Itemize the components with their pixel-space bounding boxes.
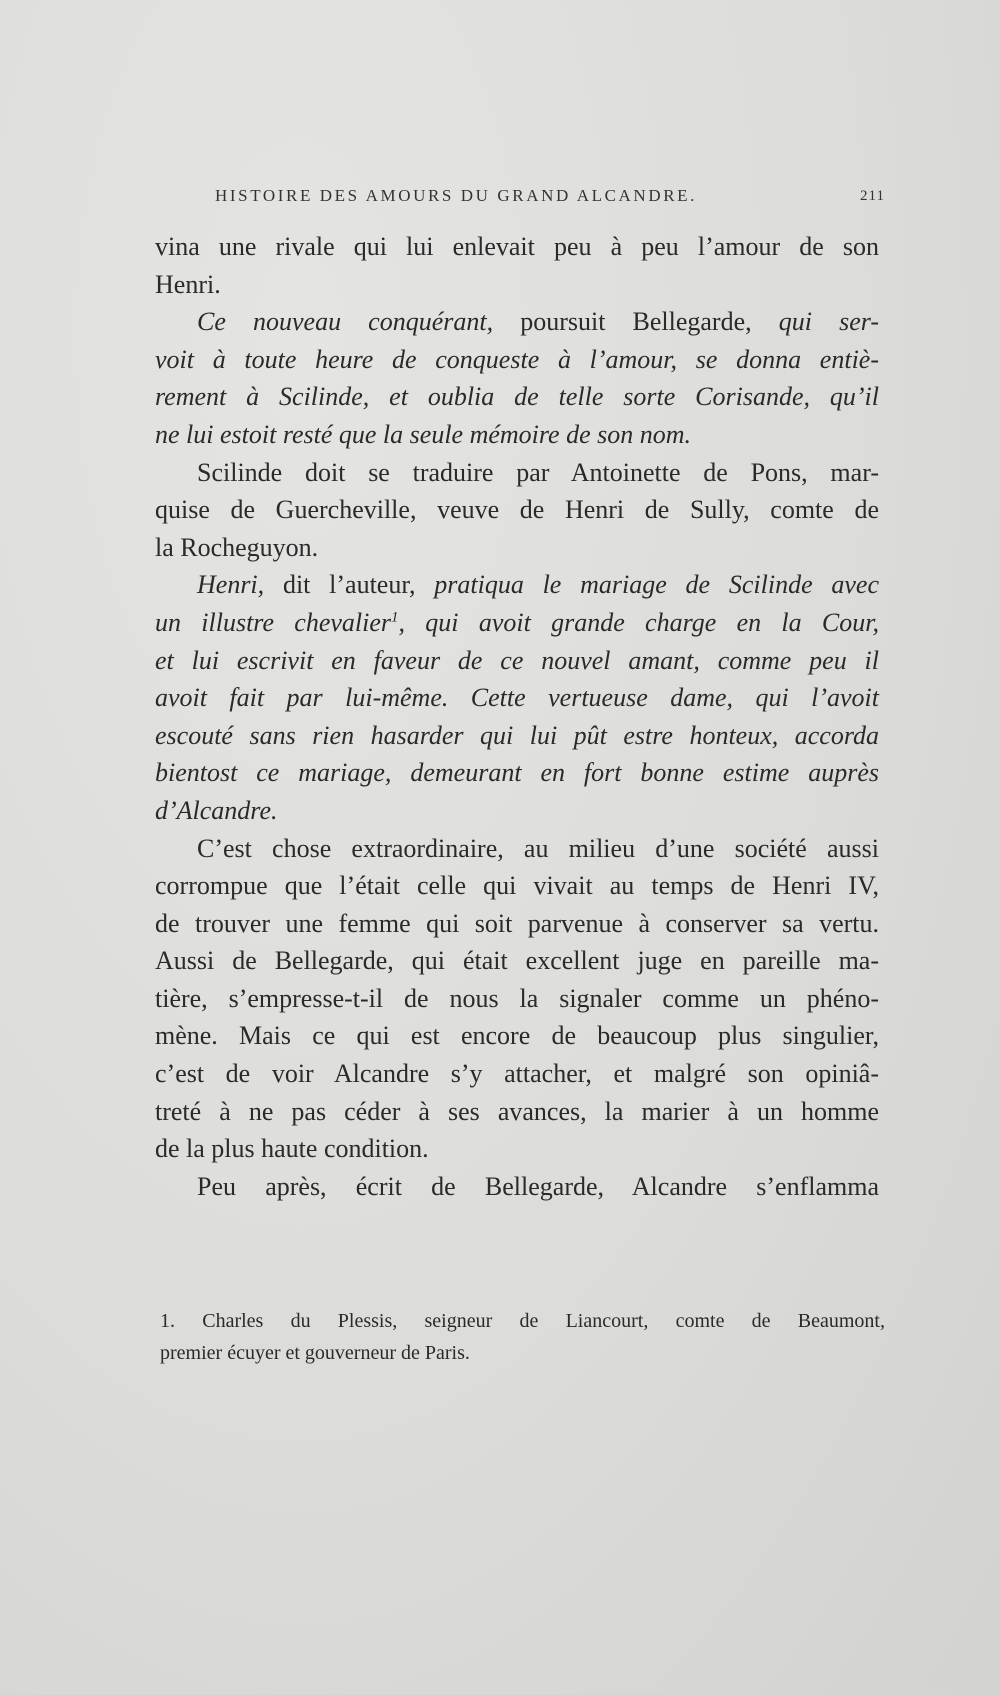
- text-line: [155, 566, 879, 604]
- italic-quote: et lui escrivit en faveur de ce nouvel amant, comme peu il: [155, 645, 879, 675]
- text-line: Aussi de Bellegarde, qui était excellent juge en pareille ma-: [155, 946, 879, 976]
- footnote-line: premier écuyer et gouverneur de Paris.: [160, 1342, 470, 1364]
- italic-segment: , qui avoit grande charge en la Cour,: [398, 607, 879, 637]
- text-line: [155, 341, 879, 379]
- italic-quote: Henri,: [197, 570, 265, 600]
- text-line: [155, 303, 879, 341]
- text-line: [155, 754, 879, 792]
- running-title: HISTOIRE DES AMOURS DU GRAND ALCANDRE.: [215, 186, 697, 205]
- text-line: Scilinde doit se traduire par Antoinette de Pons, mar-: [197, 457, 879, 487]
- text-line: [155, 642, 879, 680]
- roman-text: poursuit Bellegarde,: [493, 307, 779, 337]
- italic-quote: pratiqua le mariage de Scilinde avec: [434, 570, 880, 600]
- italic-quote: rement à Scilinde, et oublia de telle sorte Corisande, qu’il: [155, 382, 879, 412]
- page-header: [215, 186, 885, 216]
- footnote: [160, 1305, 885, 1369]
- text-line: Peu après, écrit de Bellegarde, Alcandre s’enflamma: [197, 1171, 879, 1201]
- footnote-line: 1. Charles du Plessis, seigneur de Liancourt, comte de Beaumont,: [160, 1310, 885, 1332]
- italic-segment: un illustre chevalier: [155, 607, 392, 637]
- text-line: de trouver une femme qui soit parvenue à conserver sa vertu.: [155, 908, 879, 938]
- text-line: [155, 604, 879, 642]
- italic-quote: Ce nouveau conquérant,: [197, 307, 494, 337]
- italic-quote: bientost ce mariage, demeurant en fort bonne estime auprès: [155, 758, 879, 788]
- text-line: la Rocheguyon.: [155, 532, 319, 562]
- italic-quote: ne lui estoit resté que la seule mémoire de son nom.: [155, 419, 692, 449]
- text-line: [155, 378, 879, 416]
- roman-text: dit l’auteur,: [264, 570, 435, 600]
- text-line: quise de Guercheville, veuve de Henri de Sully, comte de: [155, 495, 879, 525]
- text-line: mène. Mais ce qui est encore de beaucoup plus singulier,: [155, 1021, 879, 1051]
- text-line: vina une rivale qui lui enlevait peu à peu l’amour de son: [155, 232, 879, 261]
- text-line: [155, 792, 879, 830]
- text-line: corrompue que l’était celle qui vivait au temps de Henri IV,: [155, 871, 879, 901]
- italic-quote: [155, 608, 879, 637]
- text-line: c’est de voir Alcandre s’y attacher, et malgré son opiniâ-: [155, 1059, 879, 1089]
- page-number: 211: [860, 188, 885, 204]
- text-line: [155, 717, 879, 755]
- body-text: [155, 228, 879, 1205]
- text-line: de la plus haute condition.: [155, 1134, 429, 1164]
- italic-quote: avoit fait par lui-même. Cette vertueuse dame, qui l’avoit: [155, 683, 879, 713]
- italic-quote: qui ser-: [778, 307, 879, 337]
- text-line: [155, 416, 879, 454]
- text-line: [155, 679, 879, 717]
- text-line: Henri.: [155, 269, 221, 299]
- text-line: C’est chose extraordinaire, au milieu d’une société aussi: [197, 833, 879, 863]
- text-line: tière, s’empresse-t-il de nous la signaler comme un phéno-: [155, 983, 879, 1013]
- italic-quote: voit à toute heure de conqueste à l’amour, se donna entiè-: [155, 344, 879, 374]
- italic-quote: d’Alcandre.: [155, 795, 278, 825]
- text-line: treté à ne pas céder à ses avances, la marier à un homme: [155, 1096, 879, 1126]
- footnote-marker[interactable]: 1: [391, 609, 399, 626]
- italic-quote: escouté sans rien hasarder qui lui pût estre honteux, accorda: [155, 720, 879, 750]
